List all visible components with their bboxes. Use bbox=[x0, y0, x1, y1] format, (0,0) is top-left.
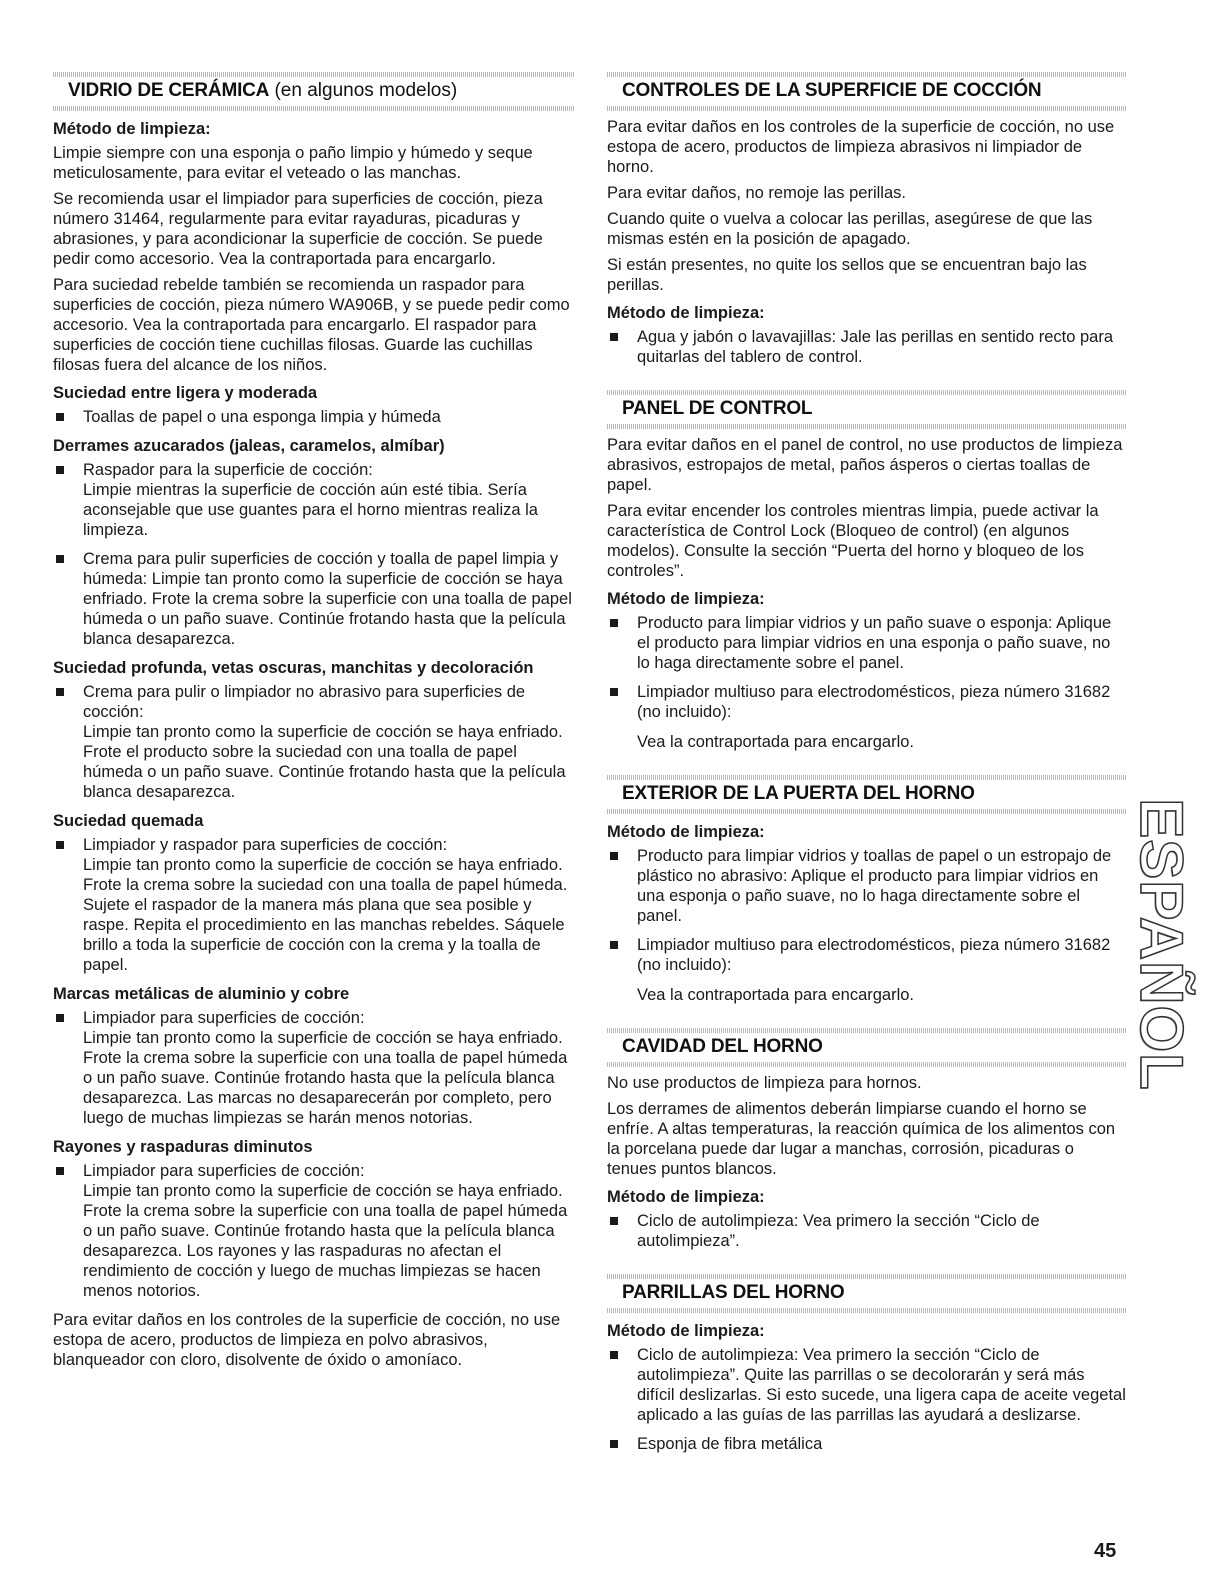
page-number: 45 bbox=[1094, 1540, 1117, 1562]
list-item bbox=[53, 835, 574, 975]
section-header-oven-cavity bbox=[607, 1028, 1126, 1067]
bullet-list bbox=[53, 1161, 574, 1301]
section-title: CAVIDAD DEL HORNO bbox=[622, 1036, 823, 1057]
square-bullet-icon bbox=[610, 688, 618, 696]
list-item-text: Crema para pulir o limpiador no abrasivo para superficies de cocción: Limpie tan pronto como la superficie de cocción se haya enfriado. Frote el producto sobre la suciedad con una toalla de papel húmeda o un paño suave. Continúe frotando hasta que la película blanca desaparezca. bbox=[83, 683, 566, 801]
section-header-oven-door bbox=[607, 775, 1126, 814]
square-bullet-icon bbox=[56, 1014, 64, 1022]
list-item-text: Limpiador multiuso para electrodomésticos, pieza número 31682 (no incluido): bbox=[637, 683, 1111, 721]
list-item bbox=[53, 460, 574, 540]
bullet-list bbox=[607, 613, 1126, 752]
list-item bbox=[53, 1008, 574, 1128]
list-item-text: Ciclo de autolimpieza: Vea primero la sección “Ciclo de autolimpieza”. Quite las parrillas o se decolorarán y será más difícil deslizarlas. Si esto sucede, una ligera capa de aceite vegetal aplicado a las guías de las parrillas las ayudará a deslizarse. bbox=[637, 1346, 1126, 1424]
list-item bbox=[53, 682, 574, 802]
right-column bbox=[607, 72, 1126, 1463]
section-header-control-panel bbox=[607, 390, 1126, 429]
method-label: Método de limpieza: bbox=[607, 1188, 765, 1206]
section-subtitle: (en algunos modelos) bbox=[274, 80, 458, 101]
list-item-text: Producto para limpiar vidrios y toallas de papel o un estropajo de plástico no abrasivo: Aplique el producto para limpiar vidrios en una esponja o paño suave, no lo haga directamente sobre el panel. bbox=[637, 847, 1112, 925]
paragraph: Para evitar encender los controles mientras limpia, puede activar la característica de Control Lock (Bloqueo de control) (en algunos modelos). Consulte la sección “Puerta del horno y bloqueo de los controles”. bbox=[607, 502, 1099, 580]
square-bullet-icon bbox=[610, 1217, 618, 1225]
square-bullet-icon bbox=[610, 619, 618, 627]
square-bullet-icon bbox=[56, 841, 64, 849]
list-item bbox=[53, 407, 574, 427]
list-item-text: Limpiador y raspador para superficies de cocción: Limpie tan pronto como la superficie de cocción se haya enfriado. Frote la crema sobre la suciedad con una toalla de papel húmeda. Sujete el raspador de la manera más plana que sea posible y raspe. Repita el procedimiento en las manchas rebeldes. Sáquele brillo a toda la superficie de cocción con la crema y la toalla de papel. bbox=[83, 836, 568, 974]
bullet-list bbox=[607, 846, 1126, 1005]
left-column bbox=[53, 72, 574, 1376]
bullet-list bbox=[53, 1008, 574, 1128]
bullet-list bbox=[53, 460, 574, 649]
subheading: Derrames azucarados (jaleas, caramelos, almíbar) bbox=[53, 437, 445, 455]
bullet-list bbox=[53, 682, 574, 802]
square-bullet-icon bbox=[610, 941, 618, 949]
list-item bbox=[607, 682, 1126, 752]
section-header-ceramic-glass bbox=[53, 72, 574, 111]
subheading: Rayones y raspaduras diminutos bbox=[53, 1138, 313, 1156]
bullet-list bbox=[607, 327, 1126, 367]
subheading: Suciedad quemada bbox=[53, 812, 204, 830]
square-bullet-icon bbox=[610, 1351, 618, 1359]
list-item-text: Raspador para la superficie de cocción: Limpie mientras la superficie de cocción aún esté tibia. Sería aconsejable que use guantes para el horno mientras realiza la limpieza. bbox=[83, 461, 538, 539]
paragraph: Para evitar daños en el panel de control, no use productos de limpieza abrasivos, estropajos de metal, paños ásperos o ciertas toallas de papel. bbox=[607, 436, 1123, 494]
list-item bbox=[607, 846, 1126, 926]
list-item-text: Limpiador para superficies de cocción: Limpie tan pronto como la superficie de cocción se haya enfriado. Frote la crema sobre la superficie con una toalla de papel húmeda o un paño suave. Continúe frotando hasta que la película blanca desaparezca. Las marcas no desaparecerán por completo, pero luego de muchas limpiezas se harán menos notorias. bbox=[83, 1009, 568, 1127]
method-label: Método de limpieza: bbox=[607, 590, 765, 608]
paragraph: No use productos de limpieza para hornos. bbox=[607, 1074, 922, 1092]
paragraph: Si están presentes, no quite los sellos que se encuentran bajo las perillas. bbox=[607, 256, 1087, 294]
subheading: Suciedad profunda, vetas oscuras, manchitas y decoloración bbox=[53, 659, 534, 677]
list-item bbox=[53, 549, 574, 649]
list-item-text: Toallas de papel o una esponga limpia y húmeda bbox=[83, 408, 441, 426]
list-item-text: Crema para pulir superficies de cocción y toalla de papel limpia y húmeda: Limpie tan pronto como la superficie de cocción se haya enfriado. Frote la crema sobre la superficie con una toalla de papel húmeda o un paño suave. Continúe frotando hasta que la película blanca desaparezca. bbox=[83, 550, 572, 648]
list-item bbox=[607, 613, 1126, 673]
bullet-list bbox=[53, 407, 574, 427]
paragraph: Limpie siempre con una esponja o paño limpio y húmedo y seque meticulosamente, para evitar el veteado o las manchas. bbox=[53, 144, 533, 182]
method-label: Método de limpieza: bbox=[607, 304, 765, 322]
list-item-note: Vea la contraportada para encargarlo. bbox=[637, 733, 915, 751]
square-bullet-icon bbox=[56, 555, 64, 563]
list-item-text: Ciclo de autolimpieza: Vea primero la sección “Ciclo de autolimpieza”. bbox=[637, 1212, 1040, 1250]
square-bullet-icon bbox=[56, 688, 64, 696]
language-label: ESPAÑOL bbox=[1127, 797, 1195, 1091]
list-item-text: Esponja de fibra metálica bbox=[637, 1435, 823, 1453]
section-title: PARRILLAS DEL HORNO bbox=[622, 1282, 845, 1303]
section-title: EXTERIOR DE LA PUERTA DEL HORNO bbox=[622, 783, 975, 804]
method-label: Método de limpieza: bbox=[607, 1322, 765, 1340]
bullet-list bbox=[607, 1211, 1126, 1251]
list-item-note: Vea la contraportada para encargarlo. bbox=[637, 986, 915, 1004]
square-bullet-icon bbox=[610, 333, 618, 341]
section-title: CONTROLES DE LA SUPERFICIE DE COCCIÓN bbox=[622, 80, 1042, 101]
square-bullet-icon bbox=[56, 1167, 64, 1175]
bullet-list bbox=[53, 835, 574, 975]
list-item-text: Agua y jabón o lavavajillas: Jale las perillas en sentido recto para quitarlas del tablero de control. bbox=[637, 328, 1114, 366]
section-header-controls bbox=[607, 72, 1126, 111]
subheading: Suciedad entre ligera y moderada bbox=[53, 384, 318, 402]
section-title: VIDRIO DE CERÁMICA bbox=[68, 80, 270, 101]
paragraph: Cuando quite o vuelva a colocar las perillas, asegúrese de que las mismas estén en la posición de apagado. bbox=[607, 210, 1093, 248]
paragraph: Para evitar daños en los controles de la superficie de cocción, no use estopa de acero, productos de limpieza abrasivos ni limpiador de horno. bbox=[607, 118, 1115, 176]
list-item-text: Limpiador multiuso para electrodomésticos, pieza número 31682 (no incluido): bbox=[637, 936, 1111, 974]
list-item-text: Limpiador para superficies de cocción: Limpie tan pronto como la superficie de cocción se haya enfriado. Frote la crema sobre la superficie con una toalla de papel húmeda o un paño suave. Continúe frotando hasta que la película blanca desaparezca. Los rayones y las raspaduras no afectan el rendimiento de cocción y luego de muchas limpiezas se hacen menos notorios. bbox=[83, 1162, 568, 1300]
square-bullet-icon bbox=[610, 1440, 618, 1448]
list-item bbox=[607, 327, 1126, 367]
method-label: Método de limpieza: bbox=[607, 823, 765, 841]
section-title: PANEL DE CONTROL bbox=[622, 398, 813, 419]
list-item bbox=[607, 1345, 1126, 1425]
bullet-list bbox=[607, 1345, 1126, 1454]
list-item-text: Producto para limpiar vidrios y un paño suave o esponja: Aplique el producto para limpiar vidrios en una esponja o paño suave, no lo haga directamente sobre el panel. bbox=[637, 614, 1112, 672]
list-item bbox=[607, 1211, 1126, 1251]
paragraph: Se recomienda usar el limpiador para superficies de cocción, pieza número 31464, regularmente para evitar rayaduras, picaduras y abrasiones, y para acondicionar la superficie de cocción. Se puede pedir como accesorio. Vea la contraportada para encargarlo. bbox=[53, 190, 543, 268]
paragraph: Para evitar daños, no remoje las perillas. bbox=[607, 184, 906, 202]
paragraph: Los derrames de alimentos deberán limpiarse cuando el horno se enfríe. A altas temperaturas, la reacción química de los alimentos con la porcelana puede dar lugar a manchas, corrosión, picaduras o tenues puntos blancos. bbox=[607, 1100, 1116, 1178]
square-bullet-icon bbox=[56, 413, 64, 421]
list-item bbox=[607, 1434, 1126, 1454]
subheading: Marcas metálicas de aluminio y cobre bbox=[53, 985, 350, 1003]
section-header-oven-racks bbox=[607, 1274, 1126, 1313]
language-side-tab bbox=[1127, 797, 1195, 1091]
square-bullet-icon bbox=[56, 466, 64, 474]
square-bullet-icon bbox=[610, 852, 618, 860]
list-item bbox=[607, 935, 1126, 1005]
paragraph: Para suciedad rebelde también se recomienda un raspador para superficies de cocción, pieza número WA906B, y se puede pedir como accesorio. Vea la contraportada para encargarlo. El raspador para superficies de cocción tiene cuchillas filosas. Guarde las cuchillas filosas fuera del alcance de los niños. bbox=[53, 276, 570, 374]
list-item bbox=[53, 1161, 574, 1301]
method-label: Método de limpieza: bbox=[53, 120, 211, 138]
closing-paragraph: Para evitar daños en los controles de la superficie de cocción, no use estopa de acero, productos de limpieza en polvo abrasivos, blanqueador con cloro, disolvente de óxido o amoníaco. bbox=[53, 1311, 561, 1369]
